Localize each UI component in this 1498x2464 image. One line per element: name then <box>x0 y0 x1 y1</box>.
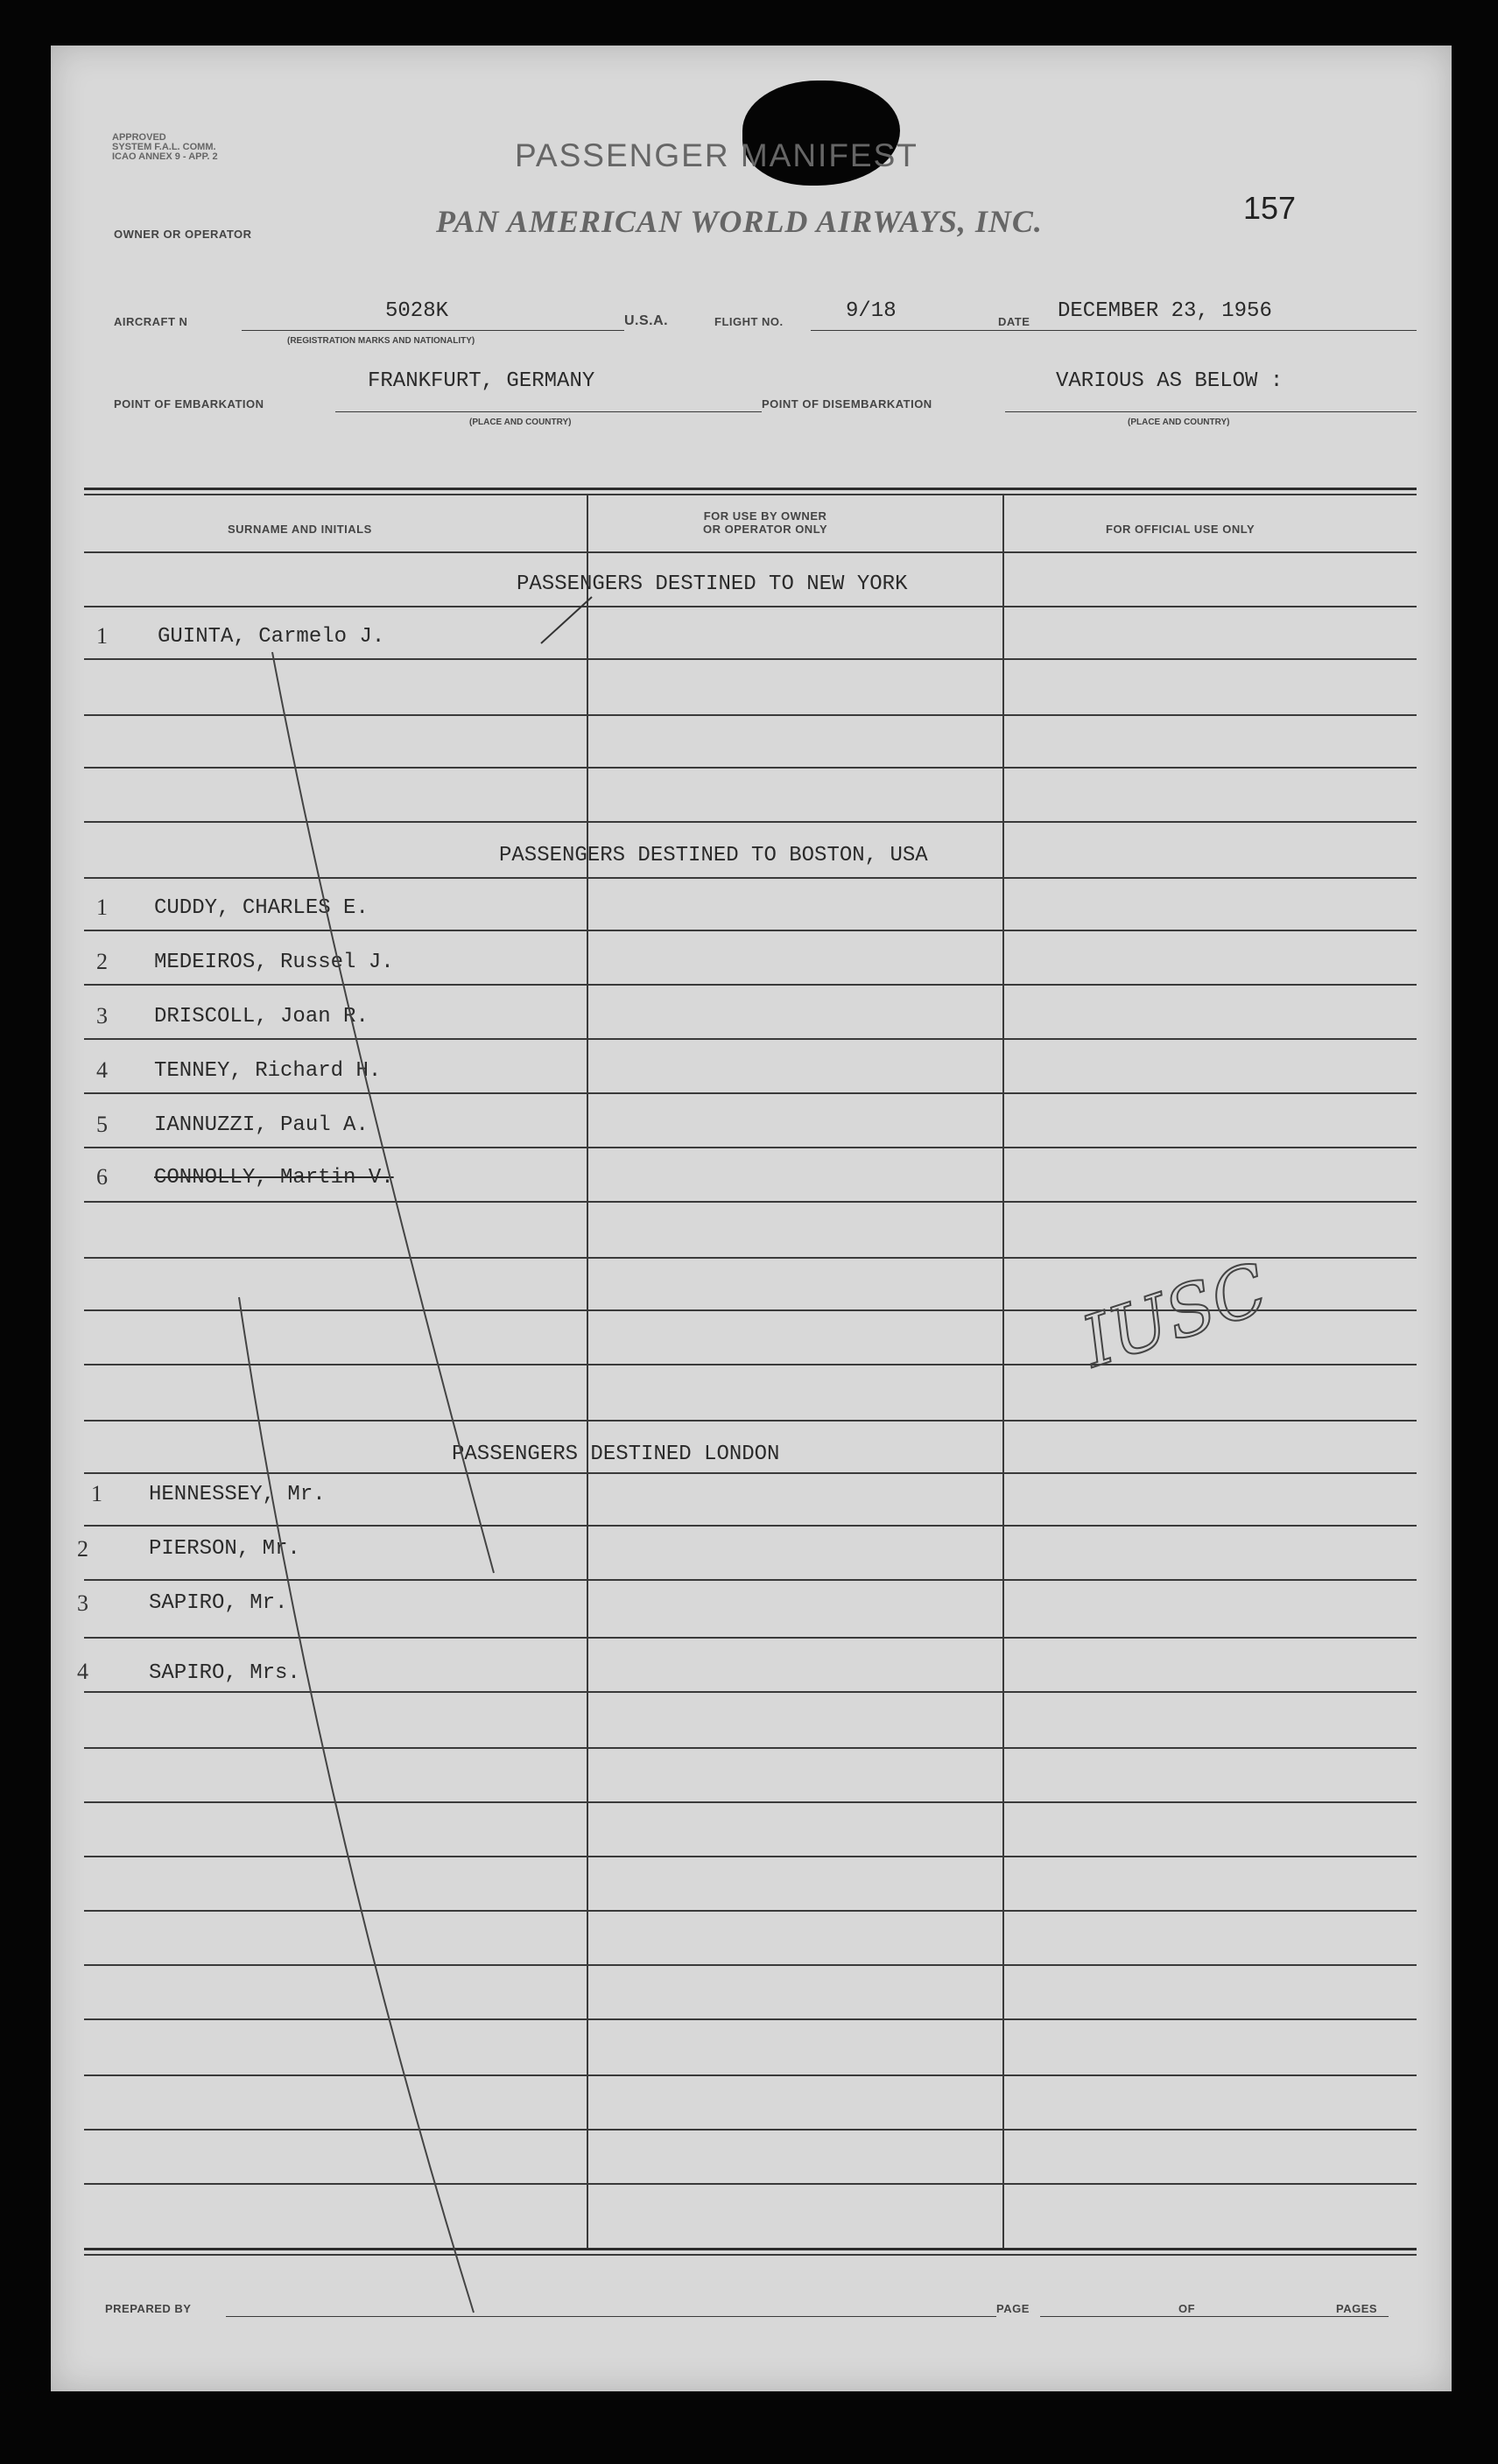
flight-value: 9/18 <box>846 299 897 323</box>
embarkation-label: POINT OF EMBARKATION <box>114 397 264 411</box>
passenger-name: TENNEY, Richard H. <box>154 1059 382 1083</box>
date-label: DATE <box>998 315 1030 328</box>
group-heading-boston: PASSENGERS DESTINED TO BOSTON, USA <box>499 844 928 867</box>
approval-line: ICAO ANNEX 9 - APP. 2 <box>112 151 218 162</box>
passenger-number: 5 <box>96 1112 108 1137</box>
aircraft-value: 5028K <box>385 299 449 323</box>
aircraft-label: AIRCRAFT N <box>114 315 188 328</box>
passenger-name: GUINTA, Carmelo J. <box>158 625 385 649</box>
passenger-name: DRISCOLL, Joan R. <box>154 1005 369 1028</box>
passenger-name: PIERSON, Mr. <box>149 1537 300 1561</box>
passenger-number: 1 <box>96 623 108 649</box>
approval-line: SYSTEM F.A.L. COMM. <box>112 142 216 152</box>
manifest-sheet <box>51 46 1452 2391</box>
passenger-number: 6 <box>96 1164 108 1190</box>
approval-line: APPROVED <box>112 132 166 143</box>
passenger-name: MEDEIROS, Russel J. <box>154 951 394 974</box>
date-value: DECEMBER 23, 1956 <box>1058 299 1272 323</box>
page-label: PAGE <box>996 2302 1030 2315</box>
passenger-number: 3 <box>77 1590 88 1616</box>
group-heading-london: PASSENGERS DESTINED LONDON <box>452 1443 780 1466</box>
col-owner-header-line: OR OPERATOR ONLY <box>703 523 828 536</box>
pencil-line <box>239 1297 474 2313</box>
col-owner-header-line: FOR USE BY OWNER <box>703 509 827 523</box>
prepared-by-label: PREPARED BY <box>105 2302 192 2315</box>
passenger-name: SAPIRO, Mr. <box>149 1591 288 1615</box>
pencil-marks <box>51 46 1452 2391</box>
passenger-number: 2 <box>77 1536 88 1562</box>
country-label: U.S.A. <box>624 313 669 328</box>
col-official-header: FOR OFFICIAL USE ONLY <box>1106 523 1255 536</box>
disembarkation-label: POINT OF DISEMBARKATION <box>762 397 932 411</box>
pages-label: PAGES <box>1336 2302 1378 2315</box>
passenger-name-struck: CONNOLLY, Martin V. <box>154 1166 394 1190</box>
pencil-line <box>272 652 494 1573</box>
of-label: OF <box>1178 2302 1196 2315</box>
handwritten-annotation: IUSC <box>1073 1247 1277 1384</box>
passenger-name: SAPIRO, Mrs. <box>149 1661 300 1685</box>
disembarkation-value: VARIOUS AS BELOW : <box>1056 369 1283 393</box>
embarkation-value: FRANKFURT, GERMANY <box>368 369 595 393</box>
passenger-number: 4 <box>96 1057 108 1083</box>
passenger-name: CUDDY, CHARLES E. <box>154 896 369 920</box>
owner-label: OWNER OR OPERATOR <box>114 228 252 241</box>
passenger-number: 1 <box>91 1481 102 1506</box>
document-title: PASSENGER MANIFEST <box>515 137 918 173</box>
airline-name: PAN AMERICAN WORLD AIRWAYS, INC. <box>436 204 1043 239</box>
flight-label: FLIGHT NO. <box>714 315 784 328</box>
page-number: 157 <box>1243 190 1297 226</box>
passenger-number: 2 <box>96 949 108 974</box>
passenger-number: 1 <box>96 895 108 920</box>
disembarkation-caption: (PLACE AND COUNTRY) <box>1128 418 1230 427</box>
passenger-name: HENNESSEY, Mr. <box>149 1483 326 1506</box>
embarkation-caption: (PLACE AND COUNTRY) <box>469 418 572 427</box>
passenger-number: 3 <box>96 1003 108 1028</box>
registration-caption: (REGISTRATION MARKS AND NATIONALITY) <box>287 336 475 346</box>
check-mark <box>541 597 592 643</box>
passenger-number: 4 <box>77 1659 88 1684</box>
group-heading-new-york: PASSENGERS DESTINED TO NEW YORK <box>517 572 908 596</box>
col-surname-header: SURNAME AND INITIALS <box>228 523 372 536</box>
passenger-name: IANNUZZI, Paul A. <box>154 1113 369 1137</box>
